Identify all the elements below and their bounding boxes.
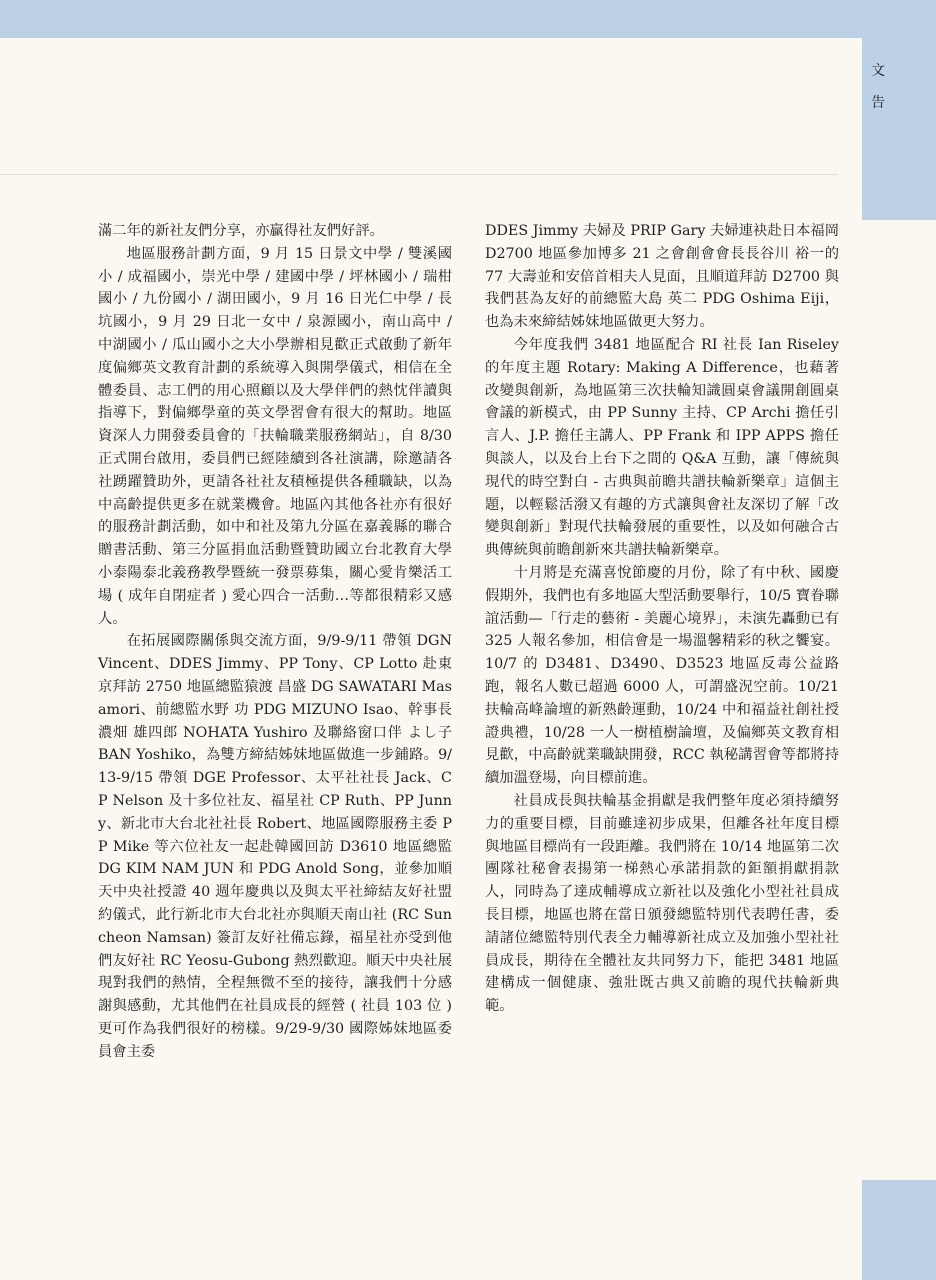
section-tab: [862, 60, 894, 112]
right-paragraph-4: 社員成長與扶輪基金捐獻是我們整年度必須持續努力的重要目標，目前雖達初步成果，但離各社年度目標與地區目標尚有一段距離。我們將在 10/14 地區第二次團隊社秘會表揚第一梯熱心承諾捐款的鉅額捐獻捐款人，同時為了達成輔導成立新社以及強化小型社社員成長目標，地區也將在當日頒發總監特別代表聘任書，委請諸位總監特別代表全力輔導新社成立及加強小型社社員成長，期待在全體社友共同努力下，能把 3481 地區建構成一個健康、強壯既古典又前瞻的現代扶輪新典範。: [485, 792, 839, 1015]
left-paragraph-3: 在拓展國際關係與交流方面，9/9-9/11 帶領 DGN Vincent、DDES Jimmy、PP Tony、CP Lotto 赴東京拜訪 2750 地區總監猿渡 昌盛 DG SAWATARI Masamori、前總監水野 功 PDG MIZUNO Isao、幹事長濃畑 雄四郎 NOHATA Yushiro 及聯絡窗口伴 よし子 BAN Yoshiko，為雙方締結姊妹地區做進一步鋪路。9/13-9/15 帶領 DGE Professor、太平社社長 Jack、CP Nelson 及十多位社友、福星社 CP Ruth、PP Junny、新北市大台北社社長 Robert、地區國際服務主委 PP Mike 等六位社友一起赴韓國回訪 D3610 地區總監 DG KIM NAM JUN 和 PDG Anold Song，並參加順天中央社授證 40 週年慶典以及與太平社締結友好社盟約儀式，此行新北市大台北社亦與順天南山社 (RC Suncheon Namsan) 簽訂友好社備忘錄，福星社亦受到他們友好社 RC Yeosu-Gubong 熱烈歡迎。順天中央社展現對我們的熱情，全程無微不至的接待，讓我們十分感謝與感動，尤其他們在社員成長的經營 ( 社員 103 位 ) 更可作為我們很好的榜樣。9/29-9/30 國際姊妹地區委員會主委: [98, 633, 452, 1060]
footer-side-band: [862, 1180, 936, 1280]
right-paragraph-2: 今年度我們 3481 地區配合 RI 社長 Ian Riseley 的年度主題 Rotary: Making A Difference，也藉著改變與創新，為地區第三次扶輪知識圓桌會議開創圓桌會議的新模式，由 PP Sunny 主持、CP Archi 擔任引言人、J.P. 擔任主講人、PP Frank 和 IPP APPS 擔任與談人，以及台上台下之間的 Q&A 互動，讓「傳統與現代的時空對白 - 古典與前瞻共譜扶輪新樂章」這個主題，以輕鬆活潑又有趣的方式讓與會社友深切了解「改變與創新」對現代扶輪發展的重要性，以及如何融合古典傳統與前瞻創新來共譜扶輪新樂章。: [485, 336, 839, 559]
left-paragraph-2: 地區服務計劃方面，9 月 15 日景文中學 / 雙溪國小 / 成福國小，崇光中學 / 建國中學 / 坪林國小 / 瑞柑國小 / 九份國小 / 湖田國小，9 月 16 日光仁中學 / 長坑國小，9 月 29 日北一女中 / 泉源國小，南山高中 / 中湖國小 / 瓜山國小之大小學辦相見歡正式啟動了新年度偏鄉英文教育計劃的系統導入與開學儀式，相信在全體委員、志工們的用心照顧以及大學伴們的熱忱伴讀與指導下，對偏鄉學童的英文學習會有很大的幫助。地區資深人力開發委員會的「扶輪職業服務網站」，自 8/30 正式開台啟用，委員們已經陸續到各社演講，除邀請各社踴躍贊助外，更請各社社友積極提供各種職缺，以為中高齡提供更多在就業機會。地區內其他各社亦有很好的服務計劃活動，如中和社及第九分區在嘉義縣的聯合贈書活動、第三分區捐血活動暨贊助國立台北教育大學小泰陽泰北義務教學暨統一發票募集，關心愛肯樂活工場 ( 成年自閉症者 ) 愛心四合一活動…等都很精彩又感人。: [98, 245, 452, 627]
right-paragraph-1: DDES Jimmy 夫婦及 PRIP Gary 夫婦連袂赴日本福岡 D2700 地區參加博多 21 之會創會會長長谷川 裕一的 77 大壽並和安倍首相夫人見面，且順道拜訪 D2700 與我們甚為友好的前總監大島 英二 PDG Oshima Eiji，也為未來締結姊妹地區做更大努力。: [485, 223, 839, 331]
right-paragraph-3: 十月將是充滿喜悅節慶的月份，除了有中秋、國慶假期外，我們也有多地區大型活動要舉行，10/5 寶眷聯誼活動—「行走的藝術 - 美麗心境界」，未演先轟動已有 325 人報名參加，相信會是一場溫馨精彩的秋之饗宴。10/7 的 D3481、D3490、D3523 地區反毒公益路跑，報名人數已超過 6000 人，可謂盛況空前。10/21 扶輪高峰論壇的新熟齡運動，10/24 中和福益社創社授證典禮，10/28 一人一樹植樹論壇，及偏鄉英文教育相見歡，中高齡就業職缺開發，RCC 執秘講習會等都將持續加溫登場，向目標前進。: [485, 564, 839, 787]
right-column: [485, 220, 839, 1018]
left-paragraph-1: 滿二年的新社友們分享，亦贏得社友們好評。: [98, 223, 384, 239]
section-tab-char-1: 文: [871, 63, 885, 79]
left-column: [98, 220, 452, 1063]
divider-rule: [0, 174, 838, 175]
section-tab-char-2: 告: [871, 95, 885, 111]
header-band: [0, 0, 936, 38]
